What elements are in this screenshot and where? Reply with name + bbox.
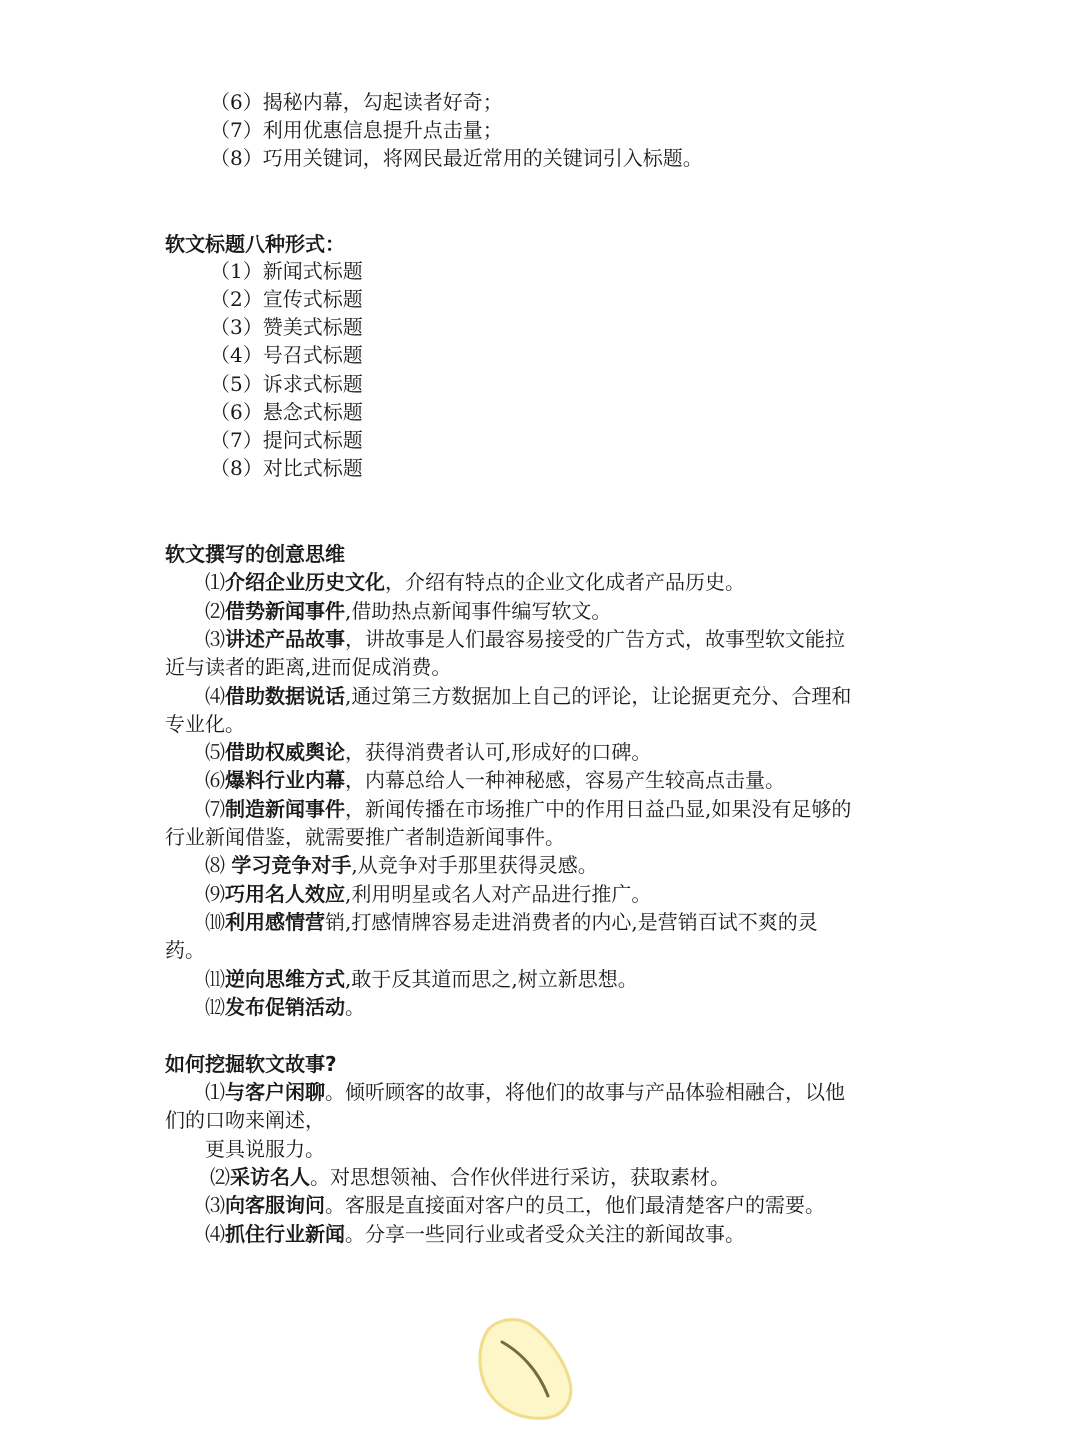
list-item-continuation: 药。 xyxy=(165,938,205,962)
list-item: ⑹爆料行业内幕，内幕总给人一种神秘感，容易产生较高点击量。 xyxy=(205,768,785,792)
list-item: ⑴与客户闲聊。倾听顾客的故事，将他们的故事与产品体验相融合，以他 xyxy=(205,1080,845,1104)
list-item: ⑻ 学习竞争对手,从竞争对手那里获得灵感。 xyxy=(205,853,598,877)
list-item: （8）对比式标题 xyxy=(210,456,363,480)
list-item: （1）新闻式标题 xyxy=(210,259,363,283)
list-item-continuation: 更具说服力。 xyxy=(205,1137,325,1161)
list-item: ⑵借势新闻事件,借助热点新闻事件编写软文。 xyxy=(205,599,612,623)
list-item: （7）利用优惠信息提升点击量； xyxy=(210,118,503,142)
list-item-continuation: 行业新闻借鉴，就需要推广者制造新闻事件。 xyxy=(165,825,565,849)
list-item: （7）提问式标题 xyxy=(210,428,363,452)
list-item: ⑿发布促销活动。 xyxy=(205,995,365,1019)
list-item: （8）巧用关键词，将网民最近常用的关键词引入标题。 xyxy=(210,146,703,170)
list-item: ⑶向客服询问。客服是直接面对客户的员工，他们最清楚客户的需要。 xyxy=(205,1193,825,1217)
list-item: ⑽利用感情营销,打感情牌容易走进消费者的内心,是营销百试不爽的灵 xyxy=(205,910,818,934)
list-item-continuation: 近与读者的距离,进而促成消费。 xyxy=(165,655,452,679)
section-heading: 软文撰写的创意思维 xyxy=(165,542,345,566)
list-item-continuation: 专业化。 xyxy=(165,712,245,736)
list-item: ⑷抓住行业新闻。分享一些同行业或者受众关注的新闻故事。 xyxy=(205,1222,745,1246)
list-item: （6）揭秘内幕，勾起读者好奇； xyxy=(210,90,503,114)
list-item: ⑸借助权威舆论，获得消费者认可,形成好的口碑。 xyxy=(205,740,652,764)
list-item-continuation: 们的口吻来阐述， xyxy=(165,1108,325,1132)
dumpling-icon xyxy=(468,1312,580,1424)
list-item: ⑾逆向思维方式,敢于反其道而思之,树立新思想。 xyxy=(205,967,638,991)
list-item: ⑼巧用名人效应,利用明星或名人对产品进行推广。 xyxy=(205,882,652,906)
list-item: （2）宣传式标题 xyxy=(210,287,363,311)
list-item: ⑷借助数据说话,通过第三方数据加上自己的评论，让论据更充分、合理和 xyxy=(205,684,852,708)
list-item: ⑵采访名人。对思想领袖、合作伙伴进行采访，获取素材。 xyxy=(210,1165,730,1189)
list-item: ⑴介绍企业历史文化，介绍有特点的企业文化成者产品历史。 xyxy=(205,570,745,594)
list-item: ⑺制造新闻事件，新闻传播在市场推广中的作用日益凸显,如果没有足够的 xyxy=(205,797,852,821)
list-item: （3）赞美式标题 xyxy=(210,315,363,339)
list-item: （6）悬念式标题 xyxy=(210,400,363,424)
list-item: ⑶讲述产品故事，讲故事是人们最容易接受的广告方式，故事型软文能拉 xyxy=(205,627,845,651)
section-heading: 如何挖掘软文故事? xyxy=(165,1052,337,1076)
list-item: （4）号召式标题 xyxy=(210,343,363,367)
list-item: （5）诉求式标题 xyxy=(210,372,363,396)
section-heading: 软文标题八种形式： xyxy=(165,232,345,256)
